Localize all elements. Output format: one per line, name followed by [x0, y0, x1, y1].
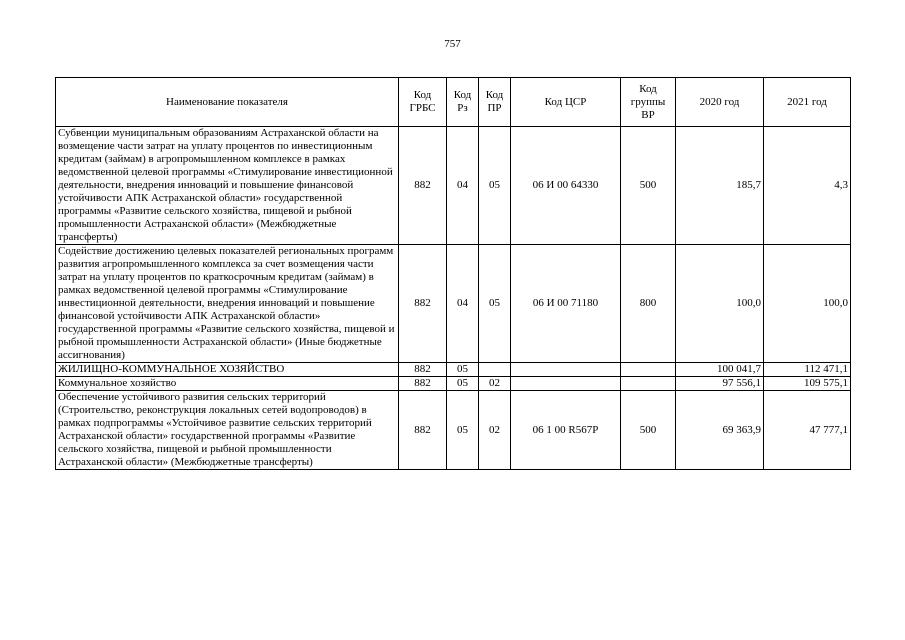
row-rz: 05	[447, 363, 479, 377]
row-name: Коммунальное хозяйство	[56, 377, 399, 391]
row-pr: 02	[479, 377, 511, 391]
row-grbs: 882	[399, 245, 447, 363]
row-2020: 185,7	[676, 127, 764, 245]
row-csr	[511, 363, 621, 377]
row-name: Обеспечение устойчивого развития сельских территорий (Строительство, реконструкция локальных сетей водопроводов) в рамках подпрограммы «Устойчивое развитие сельских территорий Астраханской области» государственной программы «Развитие сельского хозяйства, пищевой и рыбной промышленности Астраханской области» (Межбюджетные трансферты)	[56, 391, 399, 470]
row-2021: 4,3	[764, 127, 851, 245]
table-row	[56, 391, 851, 470]
row-name: Субвенции муниципальным образованиям Астраханской области на возмещение части затрат на уплату процентов по инвестиционным кредитам (займам) в агропромышленном комплексе в рамках ведомственной целевой программы «Стимулирование инвестиционной деятельности, внедрения инноваций и повышение финансовой устойчивости АПК Астраханской области» государственной программы «Развитие сельского хозяйства, пищевой и рыбной промышленности Астраханской области» (Межбюджетные трансферты)	[56, 127, 399, 245]
row-name: Содействие достижению целевых показателей региональных программ развития агропромышленного комплекса за счет возмещения части затрат на уплату процентов по краткосрочным кредитам (займам) в рамках ведомственной целевой программы «Стимулирование инвестиционной деятельности, внедрения инноваций и повышение финансовой устойчивости АПК Астраханской области» государственной программы «Развитие сельского хозяйства, пищевой и рыбной промышленности Астраханской области» (Иные бюджетные ассигнования)	[56, 245, 399, 363]
header-vr: Код группы ВР	[621, 78, 676, 127]
row-vr: 500	[621, 391, 676, 470]
header-2020: 2020 год	[676, 78, 764, 127]
row-2021: 100,0	[764, 245, 851, 363]
header-name: Наименование показателя	[56, 78, 399, 127]
row-grbs: 882	[399, 363, 447, 377]
row-vr	[621, 377, 676, 391]
row-csr: 06 И 00 64330	[511, 127, 621, 245]
header-rz: Код Рз	[447, 78, 479, 127]
header-csr: Код ЦСР	[511, 78, 621, 127]
row-csr: 06 1 00 R567P	[511, 391, 621, 470]
row-csr: 06 И 00 71180	[511, 245, 621, 363]
row-2021: 47 777,1	[764, 391, 851, 470]
row-2020: 100 041,7	[676, 363, 764, 377]
page-number: 757	[444, 38, 461, 50]
header-pr: Код ПР	[479, 78, 511, 127]
row-rz: 05	[447, 377, 479, 391]
row-pr: 05	[479, 245, 511, 363]
budget-table	[55, 77, 851, 470]
table-row	[56, 245, 851, 363]
row-vr: 800	[621, 245, 676, 363]
row-2020: 97 556,1	[676, 377, 764, 391]
row-rz: 04	[447, 127, 479, 245]
header-row	[56, 78, 851, 127]
header-grbs: Код ГРБС	[399, 78, 447, 127]
row-2020: 100,0	[676, 245, 764, 363]
row-rz: 04	[447, 245, 479, 363]
table-row	[56, 377, 851, 391]
header-2021: 2021 год	[764, 78, 851, 127]
row-pr	[479, 363, 511, 377]
row-pr: 02	[479, 391, 511, 470]
row-pr: 05	[479, 127, 511, 245]
row-2021: 112 471,1	[764, 363, 851, 377]
row-grbs: 882	[399, 391, 447, 470]
row-vr: 500	[621, 127, 676, 245]
row-2020: 69 363,9	[676, 391, 764, 470]
row-csr	[511, 377, 621, 391]
row-grbs: 882	[399, 377, 447, 391]
row-2021: 109 575,1	[764, 377, 851, 391]
row-name: ЖИЛИЩНО-КОММУНАЛЬНОЕ ХОЗЯЙСТВО	[56, 363, 399, 377]
table-row	[56, 363, 851, 377]
row-rz: 05	[447, 391, 479, 470]
row-grbs: 882	[399, 127, 447, 245]
row-vr	[621, 363, 676, 377]
table-row	[56, 127, 851, 245]
